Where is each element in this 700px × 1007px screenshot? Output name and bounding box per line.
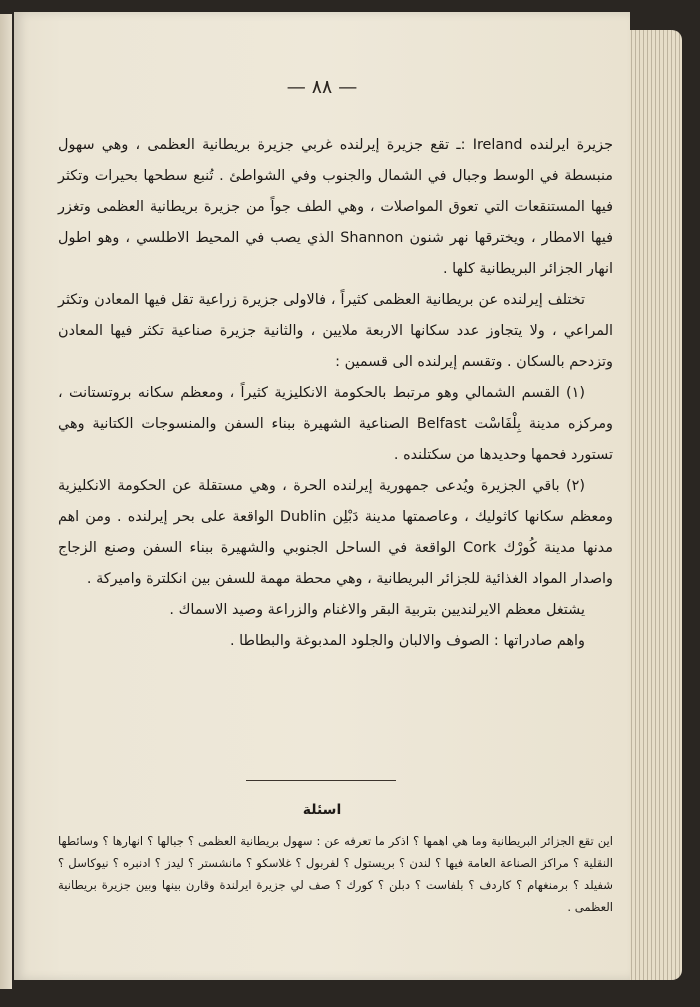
questions-text: اين تقع الجزائر البريطانية وما هي اهمها ؟ اذكر ما تعرفه عن : سهول بريطانية العظمى ؟ جبالها ؟ انهارها ؟ وسائطها النقلية ؟ مراكز الصناعة العامة فيها ؟ لندن ؟ بريستول ؟ لفربول ؟ غلاسكو ؟ مانشستر ؟ ليدز ؟ ادنبره ؟ نيوكاسل ؟ شفيلد ؟ برمنغهام ؟ كاردف ؟ بلفاست ؟ دبلن ؟ كورك ؟ صف لي جزيرة ايرلندة وقارن بينها وبين جزيرة بريطانية العظمى . (58, 834, 613, 914)
section-divider (246, 780, 396, 781)
section-body (58, 130, 613, 657)
paragraph-republic: (٢) باقي الجزيرة ويُدعى جمهورية إيرلنده الحرة ، وهي مستقلة عن الحكومة الانكليزية ومعظم سكانها كاثوليك ، وعاصمتها مدينة دَبْلِن Dublin الواقعة على بحر إيرلنده . ومن اهم مدنها مدينة كُورْك Cork الواقعة في الساحل الجنوبي والشهيرة ببناء السفن وصنع الزجاج واصدار المواد الغذائية للجزائر البريطانية ، وهي محطة مهمة للسفن بين انكلترة واميركة . (58, 478, 613, 587)
book-page (14, 12, 630, 980)
paragraph-north: (١) القسم الشمالي وهو مرتبط بالحكومة الانكليزية كثيراً ، ومعظم سكانه بروتستانت ، ومركزه مدينة بِلْفَاسْت Belfast الصناعية الشهيرة ببناء السفن والمنسوجات الكتانية وهي تستورد فحمها وحديدها من سكتلنده . (58, 385, 613, 463)
facing-page-edge (0, 14, 12, 989)
paragraph-exports: واهم صادراتها : الصوف والالبان والجلود المدبوغة والبطاطا . (229, 633, 585, 649)
page-number: — ٨٨ — (286, 76, 358, 98)
paragraph-occupations: يشتغل معظم الايرلنديين بتربية البقر والاغنام والزراعة وصيد الاسماك . (169, 602, 585, 618)
questions-title: اسئلة (302, 802, 342, 818)
paragraph-intro: جزيرة ايرلنده Ireland :ـ تقع جزيرة إيرلنده غربي جزيرة بريطانية العظمى ، وهي سهول منبسطة في الوسط وجبال في الشمال والجنوب وفي الشواطئ . تُنبع سطحها بحيرات وتكثر فيها المستنقعات التي تعوق المواصلات ، وهي الطف جواً من جزيرة بريطانية العظمى وتغزر فيها الامطار ، ويخترقها نهر شنون Shannon الذي يصب في المحيط الاطلسي ، وهو اطول انهار الجزائر البريطانية كلها . (58, 137, 614, 277)
questions-body (58, 830, 613, 918)
paragraph-comparison: تختلف إيرلنده عن بريطانية العظمى كثيراً ، فالاولى جزيرة زراعية تقل فيها المعادن وتكثر المراعي ، ولا يتجاوز عدد سكانها الاربعة ملايين ، والثانية جزيرة صناعية تكثر فيها المعادن وتزدحم بالسكان . وتقسم إيرلنده الى قسمين : (58, 292, 613, 370)
